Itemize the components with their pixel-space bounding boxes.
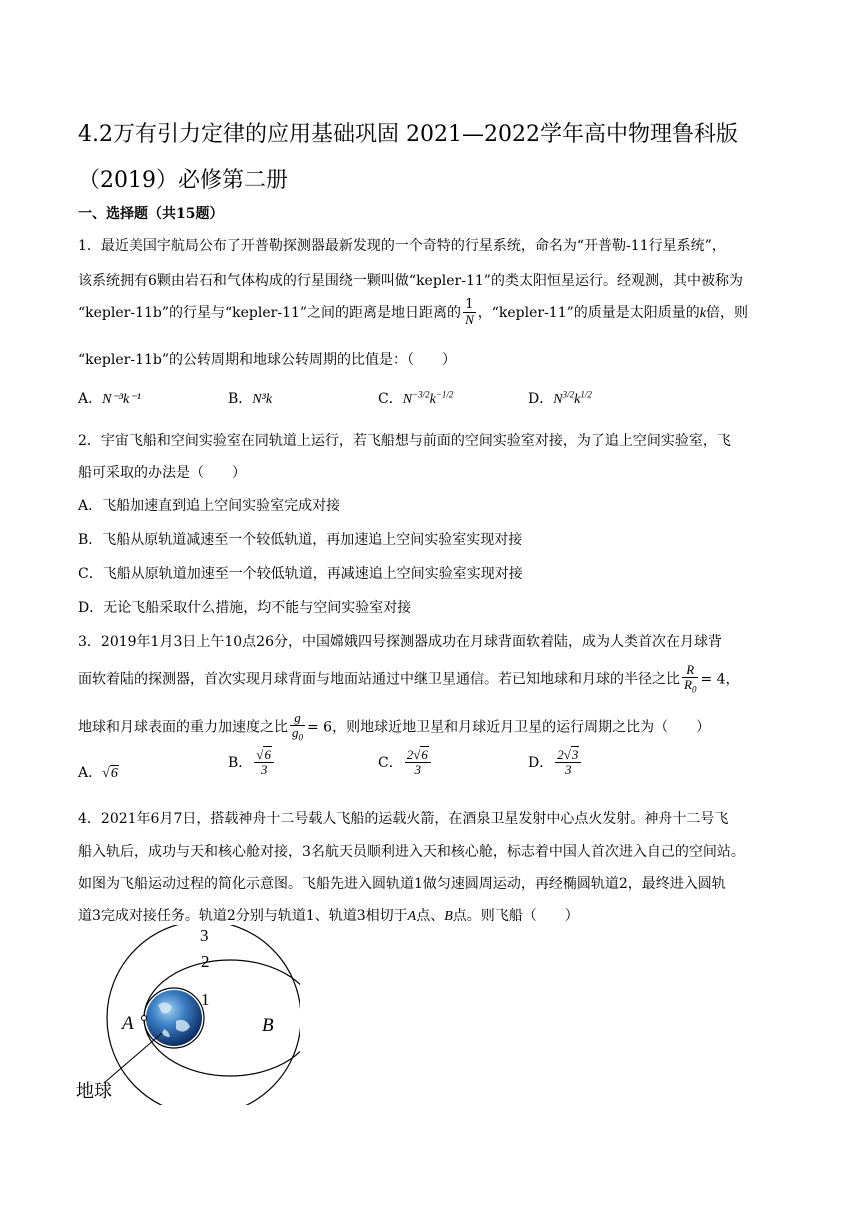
q2-option-d: D．无论飞船采取什么措施，均不能与空间实验室对接 [78,600,412,616]
section-heading: 一、选择题（共15题） [78,206,224,222]
q3-c-radicand: 6 [421,747,428,762]
q1-line3b: ，“kepler-11”的质量是太阳质量的 [477,304,700,321]
q1-line2: 该系统拥有6颗由岩石和气体构成的行星围绕一颗叫做“kepler-11”的类太阳恒星运行。经观测，其中被称为 [78,273,743,289]
q1-option-a [78,388,141,408]
q3-option-a-label: A． [78,765,103,781]
q3-ratio-gravity: $\frac{g}{g_0}$ [292,710,303,743]
q3-c-den: 3 [414,762,422,778]
q1-option-d-label: D． [528,391,554,407]
q4-line3: 如图为飞船运动过程的简化示意图。飞船先进入圆轨道1做匀速圆周运动，再经椭圆轨道2，最终进入圆轨 [78,876,726,892]
q4-line4 [78,905,579,925]
q2-line2: 船可采取的办法是（ ） [78,465,246,481]
q4-point-a: A [407,909,417,924]
q2-option-a: A．飞船加速直到追上空间实验室完成对接 [78,498,341,514]
q1-option-b-expr: N³k [252,392,273,407]
q3-line3b: ，则地球近地卫星和月球近月卫星的运行周期之比为（ ） [332,719,711,736]
q1-frac-num: 1 [463,298,476,313]
q1-option-a-expr: N⁻³k⁻¹ [102,392,141,407]
q1-option-c [378,388,453,408]
q1-option-d [528,388,592,408]
q3-option-c [378,748,433,778]
q1-option-b [228,388,272,408]
q2-option-c: C．飞船从原轨道加速至一个较低轨道，再减速追上空间实验室实现对接 [78,566,523,582]
orbit-1-label: 1 [201,990,210,1009]
q3-option-d [528,748,583,778]
q1-option-b-label: B． [228,391,253,407]
q3-line3a: 地球和月球表面的重力加速度之比 [78,719,288,736]
q3-ratio-radius: $\frac{R}{R_0}$ [684,662,697,695]
q1-line4: “kepler-11b”的公转周期和地球公转周期的比值是：（ ） [78,352,457,368]
q4-point-b: B [444,909,453,924]
earth-label: 地球 [76,1081,112,1102]
q1-line3a: “kepler-11b”的行星与“kepler-11”之间的距离是地日距离的 [78,304,462,321]
q4-line4a: 道3完成对接任务。轨道2分别与轨道1、轨道3相切于 [78,908,408,924]
orbit-3-label: 3 [200,926,209,945]
q3-option-d-expr: $\frac{2√3}{3}$ [555,748,581,778]
orbit-2-label: 2 [201,952,210,971]
q3-option-d-label: D． [528,754,554,771]
q3-line2: 面软着陆的探测器，首次实现月球背面与地面站通过中继卫星通信。若已知地球和月球的半径之比 $\frac{R}{R_0}$ = 4， [78,662,740,695]
q3-d-den: 3 [565,762,572,778]
q1-option-a-label: A． [78,391,103,407]
q1-line3 [78,298,748,328]
q3-c-coef: 2 [406,747,414,762]
q3-b-radicand: 6 [264,747,271,762]
q4-line2: 船入轨后，成功与天和核心舱对接，3名航天员顺利进入天和核心舱，标志着中国人首次进入自己的空间站。 [78,844,745,860]
q2-option-b: B．飞船从原轨道减速至一个较低轨道，再加速追上空间实验室实现对接 [78,532,523,548]
q3-ratio2-value: = 6 [307,719,333,736]
q1-option-c-expr: $N^{-3/2}k^{-1/2}$ [402,389,454,407]
point-a-label: A [122,1013,134,1034]
q4-line1: 4．2021年6月7日，搭载神舟十二号载人飞船的运载火箭，在酒泉卫星发射中心点火发射。神舟十二号飞 [78,811,729,827]
q3-a-radicand: 6 [110,766,118,781]
q1-line3c: 倍，则 [706,304,748,321]
q3-option-b-label: B． [228,754,253,771]
page-title: 4.2万有引力定律的应用基础巩固 2021—2022学年高中物理鲁科版（2019）必修第二册 [78,122,738,193]
q3-d-radicand: 3 [571,747,579,762]
earth-globe [146,990,202,1046]
q3-option-b [228,748,276,778]
point-a-marker [142,1016,147,1021]
q3-option-a [78,762,119,782]
earth-pointer-line [104,1033,162,1083]
q3-option-c-label: C． [378,754,403,771]
q1-k: k [699,305,706,321]
q4-line4b: 点、 [416,908,445,924]
q1-option-c-label: C． [378,391,403,407]
q1-fraction [463,298,476,328]
q3-option-b-expr: $\frac{√6}{3}$ [254,748,274,778]
q2-line1: 2．宇宙飞船和空间实验室在同轨道上运行，若飞船想与前面的空间实验室对接，为了追上空间实验室，飞 [78,433,731,449]
q3-line1: 3．2019年1月3日上午10点26分，中国嫦娥四号探测器成功在月球背面软着陆，成为人类首次在月球背 [78,634,722,650]
q3-b-den: 3 [260,762,268,778]
q3-option-a-expr: √6 [102,766,118,781]
q1-frac-den: N [465,312,474,328]
orbit-diagram [70,925,300,1105]
q3-d-coef: 2 [557,747,564,762]
q3-option-c-expr: $\frac{2√6}{3}$ [405,748,431,778]
q1-option-d-expr: $N^{3/2}k^{1/2}$ [553,389,592,407]
q3-line3 [78,711,710,744]
point-b-label: B [262,1015,274,1036]
q4-line4c: 点。则飞船（ ） [452,908,579,924]
q3-line2a: 面软着陆的探测器，首次实现月球背面与地面站通过中继卫星通信。若已知地球和月球的半径之比 [78,671,680,688]
q3-ratio1-value: = 4 [700,671,726,688]
q1-line1: 1．最近美国宇航局公布了开普勒探测器最新发现的一个奇特的行星系统，命名为“开普勒-11行星系统”， [78,238,726,254]
